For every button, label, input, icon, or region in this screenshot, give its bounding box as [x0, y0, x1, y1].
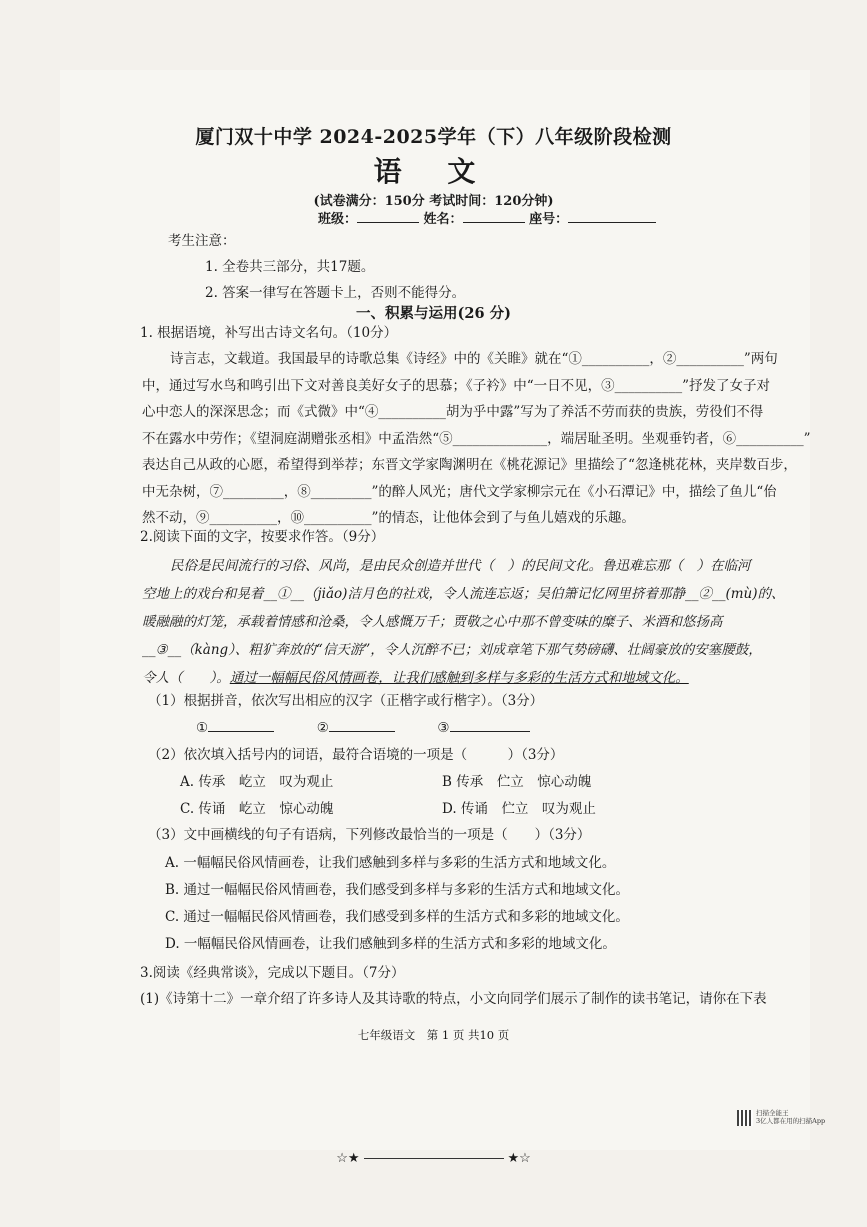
passage-line: 中无杂树，⑦_________，⑧_________”的醉人风光；唐代文学家柳宗元在《小石潭记》中，描绘了鱼儿“佁 [142, 483, 777, 500]
class-blank [357, 210, 419, 223]
passage-line: 暖融融的灯笼，承载着情感和沧桑，令人感慨万千；贾敬之心中那不曾变味的糜子、米酒和悠扬高 [142, 614, 723, 630]
page-footer: 七年级语文 第 1 页 共10 页 [357, 1028, 510, 1042]
notice-item: 1. 全卷共三部分，共17题。 [205, 259, 375, 275]
sub-question-3: （3）文中画横线的句子有语病，下列修改最恰当的一项是（ ）（3分） [148, 827, 591, 843]
question-3-line: (1)《诗第十二》一章介绍了许多诗人及其诗歌的特点，小文向同学们展示了制作的读书笔记，请你在下表 [140, 991, 767, 1007]
star-icon: ☆★ [336, 1151, 360, 1166]
exam-info: (试卷满分：150分 考试时间：120分钟) [313, 194, 554, 209]
student-id-line [318, 208, 656, 227]
seat-label: 座号： [529, 212, 569, 227]
scan-watermark: 扫描全能王 3亿人都在用的扫描App [756, 1109, 826, 1125]
question-3-prompt: 3.阅读《经典常谈》，完成以下题目。（7分） [140, 965, 405, 981]
star-icon: ★☆ [507, 1151, 531, 1166]
answer-blank [208, 719, 274, 732]
class-label: 班级： [318, 212, 358, 227]
option-d: D. 传诵 伫立 叹为观止 [442, 801, 596, 817]
section-heading: 一、积累与运用(26 分) [356, 305, 511, 322]
passage-line: 表达自己从政的心愿，希望得到举荐；东晋文学家陶渊明在《桃花源记》里描绘了“忽逢桃花林，夹岸数百步， [142, 457, 797, 473]
blank-label: ① [196, 720, 209, 736]
passage-line: 诗言志，文载道。我国最早的诗歌总集《诗经》中的《关睢》就在“①__________，②__________”两句 [170, 351, 778, 367]
name-blank [463, 210, 525, 223]
question-2-passage [142, 552, 785, 692]
option-d: D. 一幅幅民俗风情画卷，让我们感触到多样的生活方式和多彩的地域文化。 [165, 936, 616, 952]
seat-blank [568, 210, 656, 223]
option-a: A. 一幅幅民俗风情画卷，让我们感触到多样与多彩的生活方式和地域文化。 [165, 855, 616, 871]
option-b: B 传承 伫立 惊心动魄 [442, 774, 592, 790]
option-a: A. 传承 屹立 叹为观止 [180, 774, 334, 790]
exam-title: 厦门双十中学 2024-2025学年（下）八年级阶段检测 [195, 126, 672, 148]
passage-line: 中，通过写水鸟和鸣引出下文对善良美好女子的思慕；《子衿》中“一日不见，③__________”抒发了女子对 [142, 377, 771, 394]
sub-question-1: （1）根据拼音，依次写出相应的汉字（正楷字或行楷字）。（3分） [148, 693, 544, 709]
pinyin-blanks [196, 715, 530, 742]
question-2-prompt: 2.阅读下面的文字，按要求作答。（9分） [140, 529, 385, 545]
qr-code-icon [737, 1110, 753, 1126]
sub-question-2: （2）依次填入括号内的词语，最符合语境的一项是（ ）（3分） [148, 747, 564, 763]
underlined-sentence: 通过一幅幅民俗风情画卷，让我们感触到多样与多彩的生活方式和地域文化。 [229, 670, 689, 686]
question-1-passage [142, 346, 811, 532]
name-label: 姓名： [423, 212, 463, 227]
answer-blank [450, 719, 530, 732]
subject-title: 语 文 [373, 155, 494, 188]
question-1-prompt: 1. 根据语境，补写出古诗文名句。（10分） [140, 325, 398, 341]
answer-blank [329, 719, 395, 732]
passage-line: 不在露水中劳作；《望洞庭湖赠张丞相》中孟浩然“⑤______________，端居耻圣明。坐观垂钓者，⑥__________” [142, 430, 811, 447]
passage-line: 空地上的戏台和晃着__①__（jiǎo)洁月色的社戏，令人流连忘返；吴伯箫记忆网里挤着那静__②__(mù)的、 [142, 586, 785, 602]
blank-label: ② [316, 720, 329, 736]
passage-line: 然不动，⑨__________，⑩__________”的情态，让他体会到了与鱼儿嬉戏的乐趣。 [142, 510, 635, 526]
option-c: C. 传诵 屹立 惊心动魄 [180, 801, 334, 817]
divider-rule [364, 1158, 504, 1159]
notice-heading: 考生注意： [168, 233, 236, 249]
passage-line: __③__（kàng）、粗犷奔放的“信天游”，令人沉醉不已；刘成章笔下那气势磅礴、壮阔豪放的安塞腰鼓， [142, 642, 762, 658]
notice-item: 2. 答案一律写在答题卡上，否则不能得分。 [205, 285, 466, 301]
option-c: C. 通过一幅幅民俗风情画卷，我们感受到多样的生活方式和多彩的地域文化。 [165, 909, 629, 925]
passage-line: 心中恋人的深深思念；而《式微》中“④__________胡为乎中露”写为了养活不劳而获的贵族，劳役们不得 [142, 404, 764, 420]
blank-label: ③ [437, 720, 450, 736]
passage-line: 民俗是民间流行的习俗、风尚，是由民众创造并世代（ ）的民间文化。鲁迅难忘那（ ）在临河 [170, 558, 751, 574]
decorative-divider [0, 1151, 867, 1166]
option-b: B. 通过一幅幅民俗风情画卷，我们感受到多样与多彩的生活方式和地域文化。 [165, 882, 630, 898]
passage-line: 令人（ ）。通过一幅幅民俗风情画卷，让我们感触到多样与多彩的生活方式和地域文化。 [142, 670, 689, 686]
